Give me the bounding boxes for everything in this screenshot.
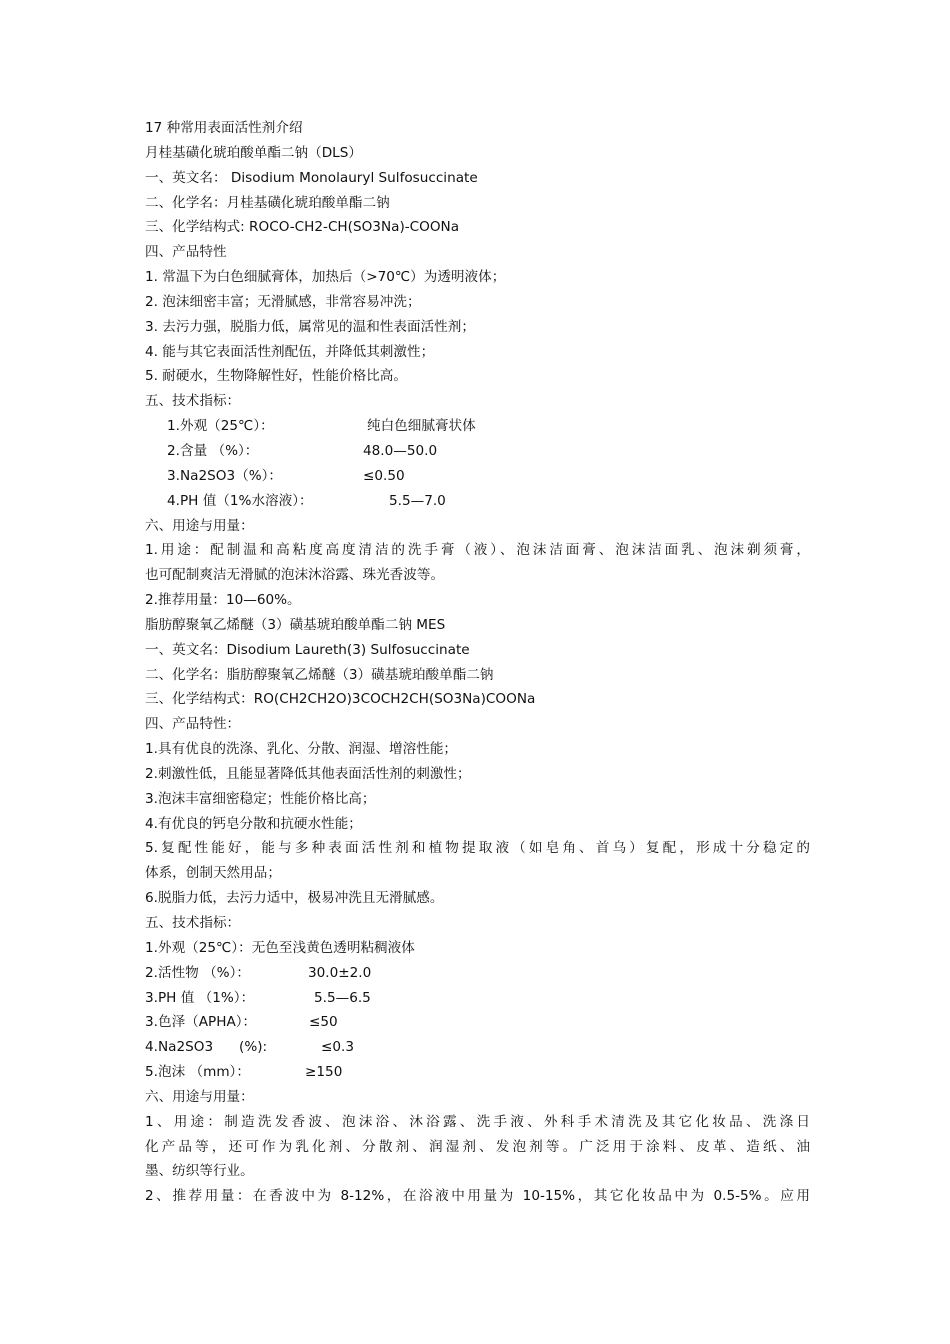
dls-feature-item: 5. 耐硬水，生物降解性好，性能价格比高。 [145, 368, 407, 385]
spec-value: 纯白色细腻膏状体 [367, 418, 476, 435]
mes-formula: 三、化学结构式：RO(CH2CH2O)3COCH2CH(SO3Na)COONa [145, 691, 536, 708]
dls-english-name: 一、英文名： Disodium Monolauryl Sulfosuccinate [145, 169, 478, 186]
spec-label: 2.含量 （%）： [167, 442, 259, 459]
spec-value: 5.5—7.0 [389, 492, 446, 509]
dls-dosage: 2.推荐用量：10—60%。 [145, 592, 301, 609]
mes-usage-line: 化产品等，还可作为乳化剂、分散剂、润湿剂、发泡剂等。广泛用于涂料、皮革、造纸、油 [145, 1138, 810, 1155]
spec-label: 3.PH 值 （1%）： [145, 989, 255, 1006]
spec-label: 4.PH 值（1%水溶液）： [167, 492, 313, 509]
mes-heading: 脂肪醇聚氧乙烯醚（3）磺基琥珀酸单酯二钠 MES [145, 616, 446, 633]
mes-feature-item: 3.泡沫丰富细密稳定；性能价格比高； [145, 790, 376, 807]
spec-label: 3.色泽（APHA）： [145, 1014, 257, 1031]
dls-usage-heading: 六、用途与用量： [145, 517, 254, 534]
mes-feature-item: 4.有优良的钙皂分散和抗硬水性能； [145, 815, 362, 832]
spec-label: 3.Na2SO3（%）： [167, 467, 282, 484]
mes-english-name: 一、英文名：Disodium Laureth(3) Sulfosuccinate [145, 641, 470, 658]
mes-chemical-name: 二、化学名：脂肪醇聚氧乙烯醚（3）磺基琥珀酸单酯二钠 [145, 666, 494, 683]
dls-chemical-name: 二、化学名：月桂基磺化琥珀酸单酯二钠 [145, 194, 390, 211]
mes-feature-item: 1.具有优良的洗涤、乳化、分散、润湿、增溶性能； [145, 741, 458, 758]
spec-value: ≤0.50 [363, 467, 405, 484]
dls-usage-line: 1.用途：配制温和高粘度高度清洁的洗手膏（液）、泡沫洁面膏、泡沫洁面乳、泡沫剃须膏， [145, 542, 810, 559]
spec-value: ≤0.3 [321, 1039, 355, 1056]
dls-feature-item: 4. 能与其它表面活性剂配伍，并降低其刺激性； [145, 343, 435, 360]
dls-usage-line: 也可配制爽洁无滑腻的泡沫沐浴露、珠光香波等。 [145, 567, 445, 584]
mes-usage-heading: 六、用途与用量： [145, 1088, 254, 1105]
dls-feature-item: 1. 常温下为白色细腻膏体，加热后（>70℃）为透明液体； [145, 269, 506, 286]
document-page [145, 116, 810, 1209]
spec-label: 1.外观（25℃）： [145, 939, 252, 956]
mes-spec-row [145, 961, 810, 986]
mes-spec-row [145, 1060, 810, 1085]
mes-feature-item: 2.刺激性低，且能显著降低其他表面活性剂的刺激性； [145, 765, 471, 782]
dls-heading: 月桂基磺化琥珀酸单酯二钠（DLS） [145, 144, 362, 161]
mes-spec-row [145, 936, 810, 961]
spec-value: 无色至浅黄色透明粘稠液体 [251, 939, 415, 956]
dls-spec-row [145, 414, 810, 439]
dls-features-heading: 四、产品特性 [145, 244, 227, 261]
mes-usage-line: 1、用途：制造洗发香波、泡沫浴、沐浴露、洗手液、外科手术清洗及其它化妆品、洗涤日 [145, 1113, 810, 1130]
mes-feature-item: 6.脱脂力低，去污力适中，极易冲洗且无滑腻感。 [145, 890, 444, 907]
dls-feature-item: 3. 去污力强，脱脂力低，属常见的温和性表面活性剂； [145, 318, 475, 335]
spec-value: ≤50 [309, 1014, 338, 1031]
spec-label: 2.活性物 （%）： [145, 964, 250, 981]
mes-spec-row [145, 986, 810, 1011]
dls-spec-row [145, 464, 810, 489]
dls-spec-row [145, 439, 810, 464]
dls-formula: 三、化学结构式: ROCO-CH2-CH(SO3Na)-COONa [145, 219, 460, 236]
dls-feature-item: 2. 泡沫细密丰富；无滑腻感，非常容易冲洗； [145, 293, 421, 310]
spec-value: 48.0—50.0 [363, 442, 438, 459]
spec-value: 30.0±2.0 [308, 964, 372, 981]
spec-value: ≥150 [305, 1064, 343, 1081]
document-title: 17 种常用表面活性剂介绍 [145, 120, 303, 136]
spec-label: 5.泡沫 （mm）： [145, 1064, 250, 1081]
spec-label: 4.Na2SO3 (%): [145, 1039, 268, 1056]
mes-features-heading: 四、产品特性： [145, 716, 241, 733]
dls-spec-row [145, 489, 810, 514]
mes-dosage-line: 2、推荐用量：在香波中为 8-12%，在浴液中用量为 10-15%，其它化妆品中为 0.5-5%。应用 [145, 1188, 810, 1205]
mes-spec-row [145, 1010, 810, 1035]
spec-label: 1.外观（25℃）： [167, 418, 274, 435]
dls-specs-heading: 五、技术指标： [145, 393, 241, 410]
mes-usage-line: 墨、纺织等行业。 [145, 1163, 254, 1180]
mes-feature-item: 体系，创制天然用品； [145, 865, 281, 882]
mes-spec-row [145, 1035, 810, 1060]
mes-specs-heading: 五、技术指标： [145, 915, 241, 931]
spec-value: 5.5—6.5 [314, 989, 371, 1006]
mes-feature-item: 5.复配性能好，能与多种表面活性剂和植物提取液（如皂角、首乌）复配，形成十分稳定的 [145, 840, 810, 857]
